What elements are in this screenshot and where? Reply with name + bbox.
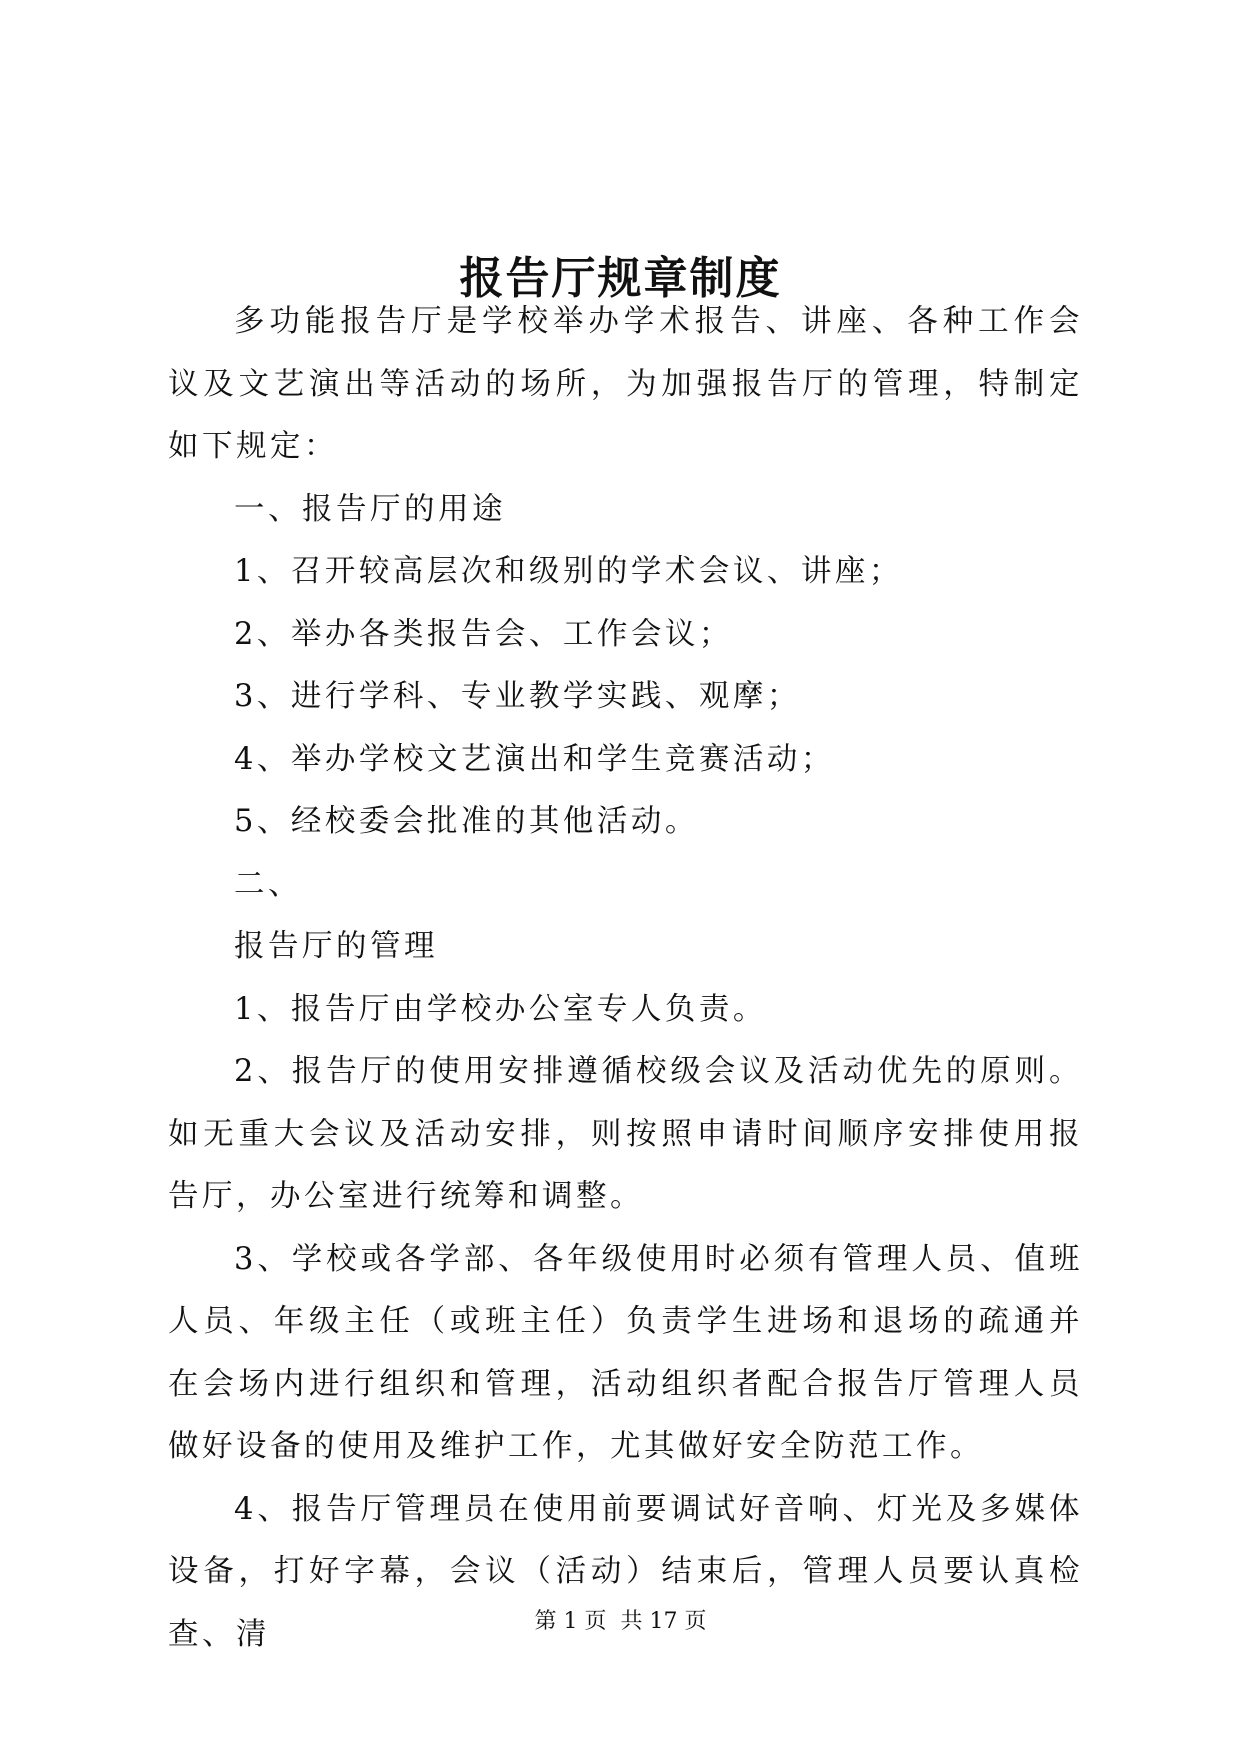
list-item: 2、举办各类报告会、工作会议；: [234, 616, 733, 652]
list-item: 3、进行学科、专业教学实践、观摩；: [234, 679, 801, 714]
list-item: 4、报告厅管理员在使用前要调试好音响、灯光及多媒体设备，打好字幕，会议（活动）结束后，管理人员要认真检查、清: [168, 1491, 1083, 1652]
paragraph-intro: 多功能报告厅是学校举办学术报告、讲座、各种工作会议及文艺演出等活动的场所，为加强报告厅的管理，特制定如下规定：: [168, 304, 1083, 464]
document-title: 报告厅规章制度: [459, 253, 782, 305]
page-footer: [0, 1607, 1241, 1637]
list-item: 2、报告厅的使用安排遵循校级会议及活动优先的原则。如无重大会议及活动安排，则按照申请时间顺序安排使用报告厅，办公室进行统筹和调整。: [168, 1054, 1083, 1214]
document-body: [168, 291, 1083, 1666]
section-number: 二、: [234, 866, 302, 902]
section-heading-management: 报告厅的管理: [234, 929, 438, 964]
section-heading-purpose: 一、报告厅的用途: [234, 491, 506, 527]
list-item: 1、报告厅由学校办公室专人负责。: [234, 991, 767, 1027]
list-item: 5、经校委会批准的其他活动。: [234, 804, 699, 839]
list-item: 4、举办学校文艺演出和学生竞赛活动；: [234, 741, 835, 777]
page-number: 第 1 页 共 17 页: [534, 1609, 707, 1634]
list-item: 3、学校或各学部、各年级使用时必须有管理人员、值班人员、年级主任（或班主任）负责学生进场和退场的疏通并在会场内进行组织和管理，活动组织者配合报告厅管理人员做好设备的使用及维护工作，尤其做好安全防范工作。: [168, 1241, 1083, 1464]
list-item: 1、召开较高层次和级别的学术会议、讲座；: [234, 554, 903, 589]
